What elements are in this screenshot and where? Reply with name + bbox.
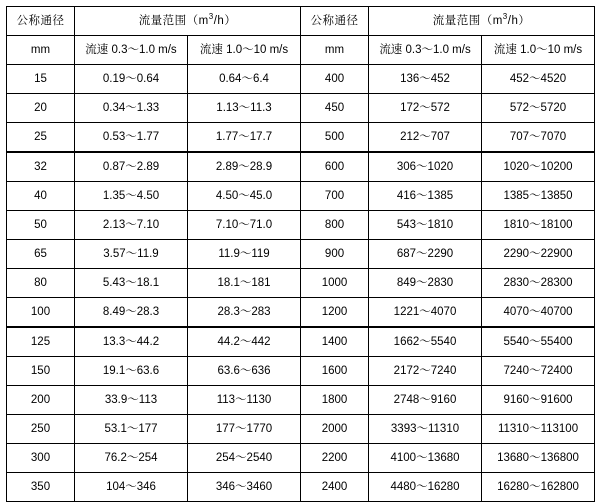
cell-dn-right: 2400 (301, 473, 369, 502)
table-body (7, 65, 595, 502)
cell-low-right: 212～707 (369, 123, 482, 153)
header-range-right-end: /h） (507, 14, 531, 27)
cell-dn-right: 800 (301, 211, 369, 240)
cell-dn-right: 1600 (301, 357, 369, 386)
header-unit-left: mm (7, 36, 75, 65)
header-speed-high-right: 流速 1.0～10 m/s (482, 36, 595, 65)
cell-low-left: 0.34～1.33 (75, 94, 188, 123)
cell-high-left: 63.6～636 (188, 357, 301, 386)
cell-dn-left: 250 (7, 415, 75, 444)
cell-low-right: 849～2830 (369, 269, 482, 298)
cell-dn-left: 150 (7, 357, 75, 386)
cell-high-right: 4070～40700 (482, 298, 595, 328)
cell-low-left: 13.3～44.2 (75, 327, 188, 357)
header-range-left-sup: 3 (208, 11, 214, 21)
cell-high-right: 452～4520 (482, 65, 595, 94)
cell-low-right: 416～1385 (369, 182, 482, 211)
cell-low-right: 172～572 (369, 94, 482, 123)
cell-high-left: 113～1130 (188, 386, 301, 415)
cell-high-left: 1.13～11.3 (188, 94, 301, 123)
cell-dn-right: 1800 (301, 386, 369, 415)
cell-high-right: 7240～72400 (482, 357, 595, 386)
cell-low-right: 2748～9160 (369, 386, 482, 415)
header-range-right-sup: 3 (502, 11, 508, 21)
cell-low-right: 3393～11310 (369, 415, 482, 444)
cell-high-right: 9160～91600 (482, 386, 595, 415)
cell-low-left: 0.87～2.89 (75, 152, 188, 182)
cell-dn-left: 65 (7, 240, 75, 269)
cell-dn-left: 100 (7, 298, 75, 328)
header-dn-right: 公称通径 (301, 7, 369, 36)
cell-low-left: 1.35～4.50 (75, 182, 188, 211)
header-range-left-end: /h） (213, 14, 237, 27)
cell-high-left: 177～1770 (188, 415, 301, 444)
table-row (7, 327, 595, 357)
cell-low-left: 53.1～177 (75, 415, 188, 444)
flow-range-table (6, 6, 595, 502)
cell-dn-right: 500 (301, 123, 369, 153)
cell-low-left: 0.53～1.77 (75, 123, 188, 153)
table-row (7, 152, 595, 182)
table-header (7, 7, 595, 65)
table-row (7, 211, 595, 240)
table-row (7, 298, 595, 328)
cell-high-left: 44.2～442 (188, 327, 301, 357)
cell-high-right: 5540～55400 (482, 327, 595, 357)
cell-high-right: 2830～28300 (482, 269, 595, 298)
table-row (7, 444, 595, 473)
cell-dn-left: 125 (7, 327, 75, 357)
cell-high-left: 4.50～45.0 (188, 182, 301, 211)
cell-high-right: 1385～13850 (482, 182, 595, 211)
cell-dn-right: 1200 (301, 298, 369, 328)
cell-high-left: 254～2540 (188, 444, 301, 473)
cell-dn-right: 900 (301, 240, 369, 269)
cell-dn-left: 300 (7, 444, 75, 473)
header-speed-low-left: 流速 0.3～1.0 m/s (75, 36, 188, 65)
cell-dn-right: 1400 (301, 327, 369, 357)
table-row (7, 240, 595, 269)
cell-low-right: 1662～5540 (369, 327, 482, 357)
cell-dn-right: 2000 (301, 415, 369, 444)
cell-high-right: 2290～22900 (482, 240, 595, 269)
cell-dn-left: 25 (7, 123, 75, 153)
cell-low-right: 4100～13680 (369, 444, 482, 473)
cell-high-right: 16280～162800 (482, 473, 595, 502)
cell-low-right: 687～2290 (369, 240, 482, 269)
cell-low-left: 5.43～18.1 (75, 269, 188, 298)
cell-dn-left: 50 (7, 211, 75, 240)
header-row-sub (7, 36, 595, 65)
cell-low-left: 19.1～63.6 (75, 357, 188, 386)
cell-dn-left: 80 (7, 269, 75, 298)
cell-dn-right: 1000 (301, 269, 369, 298)
table-row (7, 415, 595, 444)
table-row (7, 94, 595, 123)
cell-dn-right: 450 (301, 94, 369, 123)
header-speed-low-right: 流速 0.3～1.0 m/s (369, 36, 482, 65)
cell-low-left: 2.13～7.10 (75, 211, 188, 240)
table-row (7, 182, 595, 211)
cell-high-left: 346～3460 (188, 473, 301, 502)
cell-low-left: 76.2～254 (75, 444, 188, 473)
header-range-left-text: 流量范围（m (138, 14, 209, 27)
header-range-right (369, 7, 595, 36)
cell-low-left: 33.9～113 (75, 386, 188, 415)
table-row (7, 269, 595, 298)
cell-high-left: 0.64～6.4 (188, 65, 301, 94)
cell-low-right: 4480～16280 (369, 473, 482, 502)
cell-low-left: 3.57～11.9 (75, 240, 188, 269)
header-row-main (7, 7, 595, 36)
cell-low-right: 136～452 (369, 65, 482, 94)
cell-high-left: 2.89～28.9 (188, 152, 301, 182)
cell-low-right: 2172～7240 (369, 357, 482, 386)
cell-high-left: 28.3～283 (188, 298, 301, 328)
table-row (7, 123, 595, 153)
cell-low-right: 543～1810 (369, 211, 482, 240)
cell-dn-left: 350 (7, 473, 75, 502)
cell-dn-right: 700 (301, 182, 369, 211)
cell-high-left: 7.10～71.0 (188, 211, 301, 240)
cell-high-left: 1.77～17.7 (188, 123, 301, 153)
cell-high-right: 11310～113100 (482, 415, 595, 444)
cell-dn-right: 2200 (301, 444, 369, 473)
cell-low-left: 0.19～0.64 (75, 65, 188, 94)
table-row (7, 473, 595, 502)
header-range-left (75, 7, 301, 36)
cell-dn-right: 600 (301, 152, 369, 182)
cell-dn-left: 200 (7, 386, 75, 415)
cell-high-left: 11.9～119 (188, 240, 301, 269)
cell-high-right: 707～7070 (482, 123, 595, 153)
cell-low-right: 306～1020 (369, 152, 482, 182)
cell-dn-left: 20 (7, 94, 75, 123)
header-speed-high-left: 流速 1.0～10 m/s (188, 36, 301, 65)
cell-high-right: 1020～10200 (482, 152, 595, 182)
cell-dn-right: 400 (301, 65, 369, 94)
cell-low-left: 8.49～28.3 (75, 298, 188, 328)
cell-high-right: 1810～18100 (482, 211, 595, 240)
cell-high-right: 13680～136800 (482, 444, 595, 473)
table-row (7, 386, 595, 415)
cell-dn-left: 40 (7, 182, 75, 211)
cell-dn-left: 32 (7, 152, 75, 182)
header-unit-right: mm (301, 36, 369, 65)
table-row (7, 65, 595, 94)
cell-high-left: 18.1～181 (188, 269, 301, 298)
header-dn-left: 公称通径 (7, 7, 75, 36)
cell-low-left: 104～346 (75, 473, 188, 502)
cell-high-right: 572～5720 (482, 94, 595, 123)
cell-dn-left: 15 (7, 65, 75, 94)
table-row (7, 357, 595, 386)
cell-low-right: 1221～4070 (369, 298, 482, 328)
header-range-right-text: 流量范围（m (432, 14, 503, 27)
